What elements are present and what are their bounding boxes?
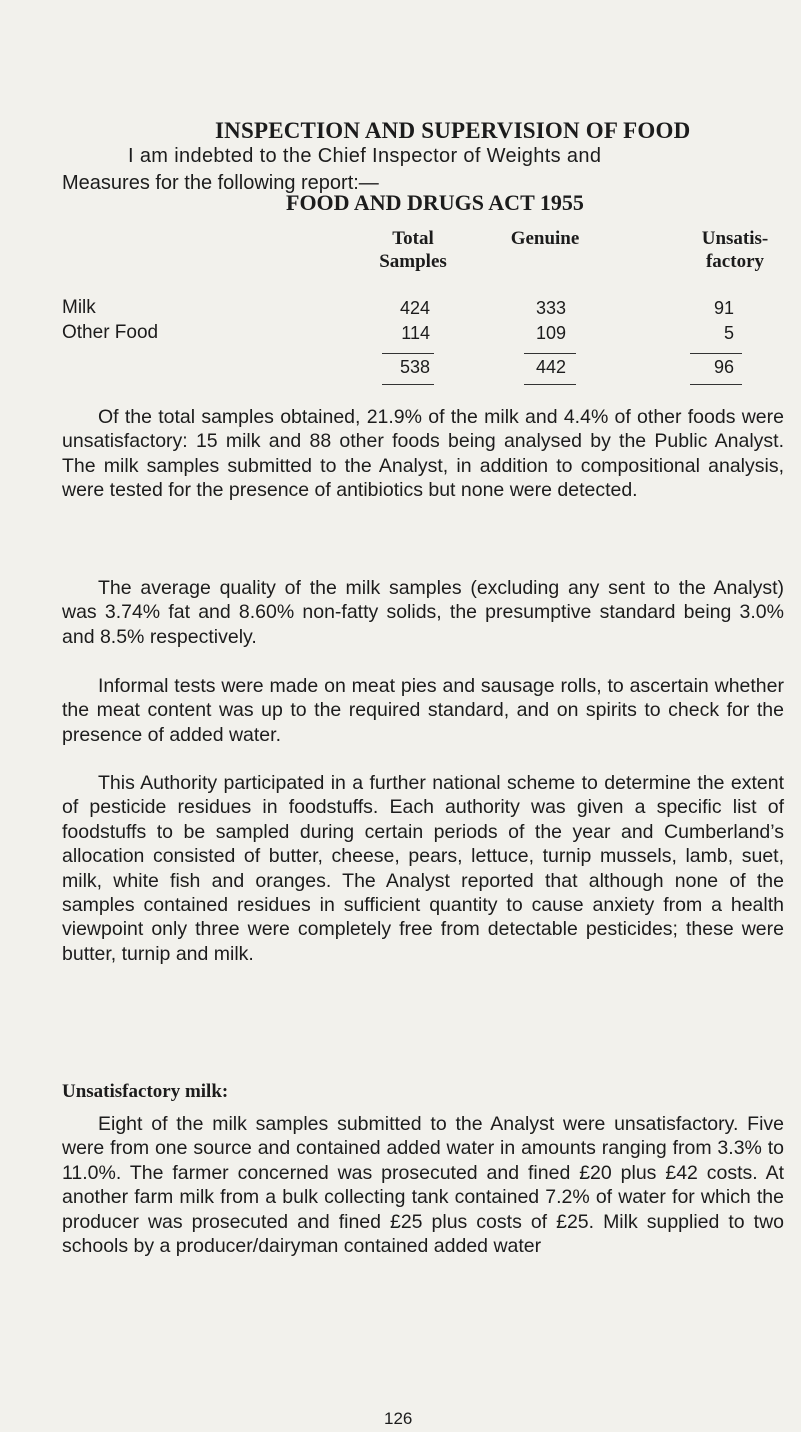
rule-unsat-top: [690, 353, 742, 354]
paragraph-text: Eight of the milk samples submitted to the Analyst were unsatisfactory. Five were from one source and contained added water in amounts ranging from 3.3% to 11.0%. The farmer concerned was prosecuted and fined £20 plus £42 costs. At another farm milk from a bulk collecting tank contained 7.2% of water for which the producer was prosecuted and fined £25 plus costs of £25. Milk supplied to two schools by a producer/dairyman contained added water: [62, 1113, 784, 1258]
paragraph-total-samples: [62, 405, 784, 503]
subheading-unsatisfactory-milk: Unsatisfactory milk:: [62, 1081, 229, 1102]
cell-milk-genuine: 333: [535, 298, 566, 318]
cell-milk-total: 424: [399, 298, 430, 318]
header-unsat-line2: factory: [705, 251, 765, 272]
header-unsatisfactory: [690, 227, 780, 273]
cell-unsat-sum: 96: [713, 357, 734, 377]
paragraph-average-quality: [62, 576, 784, 649]
paragraph-unsatisfactory-milk: [62, 1112, 784, 1258]
rule-unsat-bottom: [690, 384, 742, 385]
intro-text: [62, 143, 782, 197]
intro-line-2: Measures for the following report:—: [62, 172, 379, 194]
rule-total-bottom: [382, 384, 434, 385]
cell-other-genuine: 109: [535, 323, 566, 343]
paragraph-text: The average quality of the milk samples (excluding any sent to the Analyst) was 3.74% fat and 8.60% non-fatty solids, the presumptive standard being 3.0% and 8.5% respectively.: [62, 577, 784, 648]
header-total-line1: Total: [392, 228, 434, 249]
header-total-samples: [368, 227, 458, 273]
paragraph-informal-tests: [62, 674, 784, 747]
act-title: FOOD AND DRUGS ACT 1955: [286, 190, 584, 215]
rule-total-top: [382, 353, 434, 354]
header-total-line2: Samples: [379, 251, 447, 272]
header-genuine: Genuine: [510, 228, 580, 249]
row-label-other-food: Other Food: [62, 322, 159, 343]
paragraph-text: Of the total samples obtained, 21.9% of the milk and 4.4% of other foods were unsatisfactory: 15 milk and 88 other foods being analysed by the Public Analyst. The milk samples submitted to the Analyst, in addition to compositional analysis, were tested for the presence of antibiotics but none were detected.: [62, 406, 784, 502]
paragraph-pesticide-scheme: [62, 771, 784, 966]
paragraph-text: This Authority participated in a further national scheme to determine the extent of pesticide residues in foodstuffs. Each authority was given a specific list of foodstuffs to be sampled during certain periods of the year and Cumberland’s allocation consisted of butter, cheese, pears, lettuce, turnip mussels, lamb, suet, milk, white fish and oranges. The Analyst reported that although none of the samples contained residues in sufficient quantity to cause anxiety from a health viewpoint only three were completely free from detectable pesticides; these were butter, turnip and milk.: [62, 772, 784, 965]
cell-other-total: 114: [401, 323, 430, 343]
rule-genuine-bottom: [524, 384, 576, 385]
row-label-milk: Milk: [62, 297, 96, 318]
page-title: INSPECTION AND SUPERVISION OF FOOD: [215, 118, 691, 143]
page-number: 126: [384, 1409, 413, 1428]
cell-other-unsatisfactory: 5: [723, 323, 734, 343]
intro-line-1: I am indebted to the Chief Inspector of Weights and: [128, 145, 602, 167]
cell-total-sum: 538: [399, 357, 430, 377]
header-unsat-line1: Unsatis-: [701, 228, 769, 249]
paragraph-text: Informal tests were made on meat pies and sausage rolls, to ascertain whether the meat content was up to the required standard, and on spirits to check for the presence of added water.: [62, 675, 784, 746]
cell-genuine-sum: 442: [535, 357, 566, 377]
cell-milk-unsatisfactory: 91: [713, 298, 734, 318]
rule-genuine-top: [524, 353, 576, 354]
